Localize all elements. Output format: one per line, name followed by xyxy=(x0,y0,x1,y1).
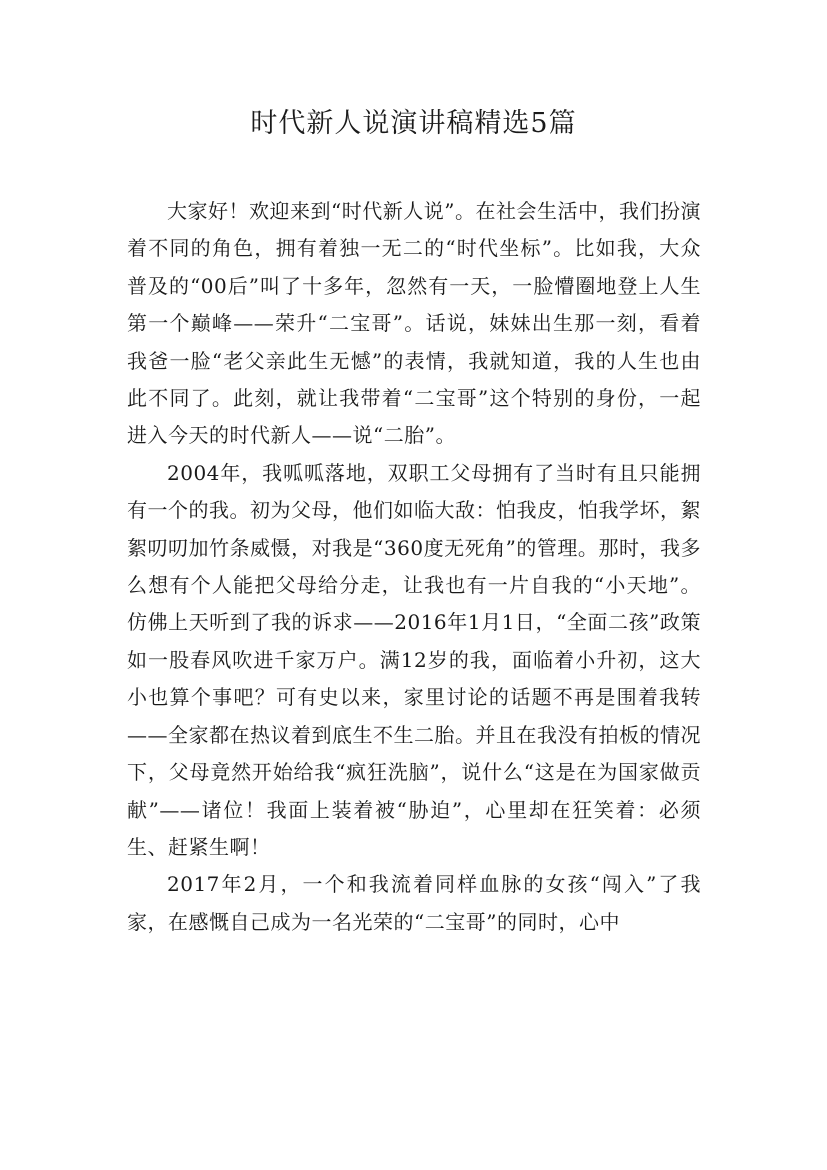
document-body xyxy=(127,193,701,941)
paragraph-2: 2004年，我呱呱落地，双职工父母拥有了当时有且只能拥有一个的我。初为父母，他们如临大敌：怕我皮，怕我学坏，絮絮叨叨加竹条威慑，对我是“360度无死角”的管理。那时，我多么想有个人能把父母给分走，让我也有一片自我的“小天地”。仿佛上天听到了我的诉求——2016年1月1日，“全面二孩”政策如一股春风吹进千家万户。满12岁的我，面临着小升初，这大小也算个事吧？可有史以来，家里讨论的话题不再是围着我转——全家都在热议着到底生不生二胎。并且在我没有拍板的情况下，父母竟然开始给我“疯狂洗脑”，说什么“这是在为国家做贡献”——诸位！我面上装着被“胁迫”，心里却在狂笑着：必须生、赶紧生啊！ xyxy=(127,460,701,859)
paragraph-3: 2017年2月，一个和我流着同样血脉的女孩“闯入”了我家，在感慨自己成为一名光荣的“二宝哥”的同时，心中 xyxy=(127,872,701,934)
paragraph-1: 大家好！欢迎来到“时代新人说”。在社会生活中，我们扮演着不同的角色，拥有着独一无二的“时代坐标”。比如我，大众普及的“00后”叫了十多年，忽然有一天，一脸懵圈地登上人生第一个巅峰——荣升“二宝哥”。话说，妹妹出生那一刻，看着我爸一脸“老父亲此生无憾”的表情，我就知道，我的人生也由此不同了。此刻，就让我带着“二宝哥”这个特别的身份，一起进入今天的时代新人——说“二胎”。 xyxy=(127,199,701,448)
document-title: 时代新人说演讲稿精选5篇 xyxy=(250,108,577,139)
